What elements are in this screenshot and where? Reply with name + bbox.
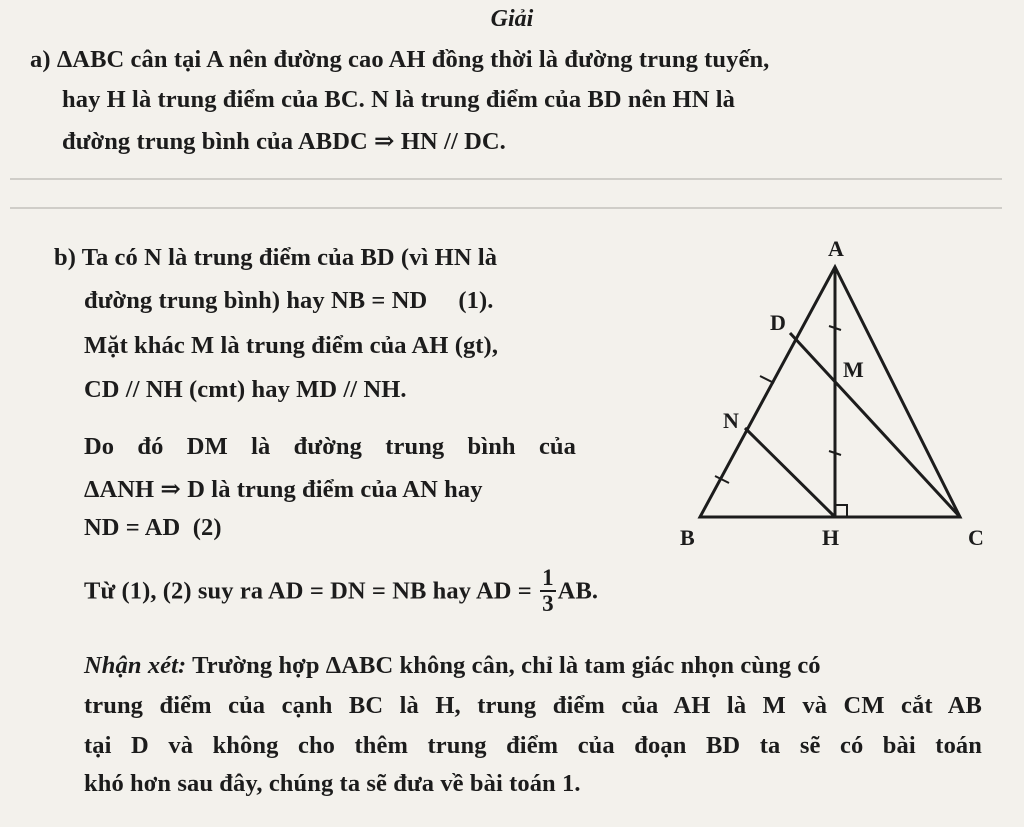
divider-bottom (10, 207, 1002, 209)
part-a-line-2: hay H là trung điểm của BC. N là trung điểm của BD nên HN là (62, 86, 735, 113)
remark-label: Nhận xét: (84, 652, 187, 679)
label-n: N (723, 408, 739, 433)
part-b-line-4: CD // NH (cmt) hay MD // NH. (84, 376, 407, 403)
fraction-numerator: 1 (542, 565, 554, 590)
fraction-one-third (540, 566, 556, 616)
conclusion-suffix: AB. (557, 577, 599, 605)
label-d: D (770, 310, 786, 335)
label-c: C (968, 525, 984, 550)
segment-dc (790, 333, 960, 517)
fraction-denominator: 3 (542, 591, 554, 616)
segment-nh (745, 428, 835, 517)
part-a-line-3: đường trung bình của ABDC ⇒ HN // DC. (62, 128, 506, 155)
triangle-abc (700, 267, 960, 517)
part-b-line-2: đường trung bình) hay NB = ND (1). (84, 287, 494, 314)
remark-line-4: khó hơn sau đây, chúng ta sẽ đưa về bài toán 1. (84, 770, 581, 797)
remark-line-3: tại D và không cho thêm trung điểm của đoạn BD ta sẽ có bài toán (84, 732, 982, 759)
triangle-figure (670, 230, 1010, 560)
remark-line-1 (84, 652, 821, 680)
part-b-line-3: Mặt khác M là trung điểm của AH (gt), (84, 332, 499, 359)
right-angle-mark (835, 505, 847, 517)
divider-top (10, 178, 1002, 180)
label-h: H (822, 525, 840, 550)
tick-dn (760, 376, 774, 383)
label-m: M (843, 357, 864, 382)
conclusion-line (84, 565, 599, 618)
remark-line-2: trung điểm của cạnh BC là H, trung điểm của AH là M và CM cắt AB (84, 692, 982, 719)
part-b-line-7: ND = AD (2) (84, 514, 222, 541)
label-b: B (680, 525, 695, 550)
section-title: Giải (490, 6, 534, 32)
remark-line-1-text: Trường hợp ΔABC không cân, chỉ là tam giác nhọn cùng có (186, 652, 821, 679)
part-a-line-1: a) ΔABC cân tại A nên đường cao AH đồng thời là đường trung tuyến, (30, 46, 770, 73)
part-b-line-5: Do đó DM là đường trung bình của (84, 433, 576, 460)
conclusion-prefix: Từ (1), (2) suy ra AD = DN = NB hay AD = (84, 577, 539, 605)
label-a: A (828, 236, 844, 261)
part-b-line-1: b) Ta có N là trung điểm của BD (vì HN là (54, 244, 498, 271)
part-b-line-6: ΔANH ⇒ D là trung điểm của AN hay (84, 476, 483, 503)
